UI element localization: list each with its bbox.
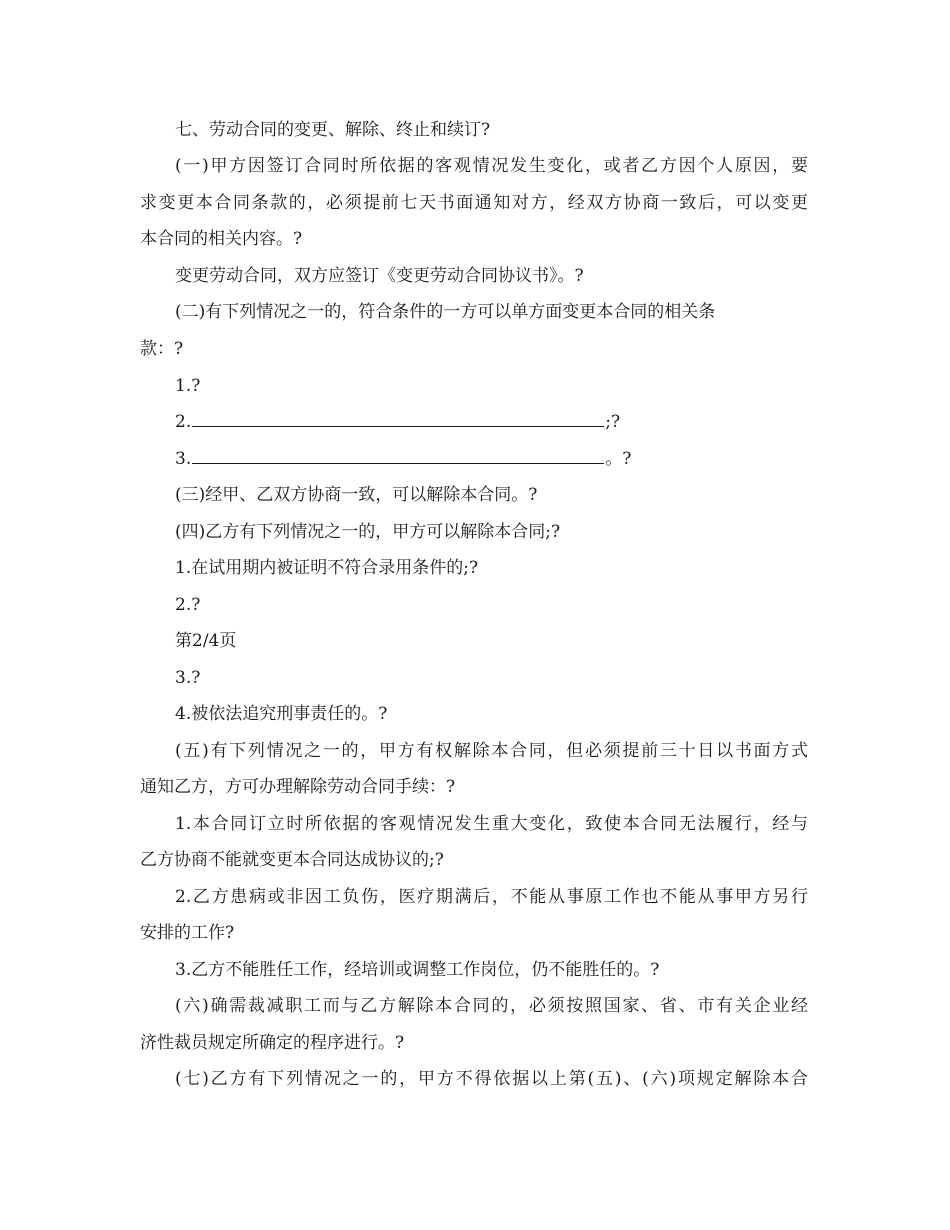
paragraph-line: 济性裁员规定所确定的程序进行。? bbox=[140, 1033, 405, 1053]
paragraph-line: (六)确需裁减职工而与乙方解除本合同的，必须按照国家、省、市有关企业经 bbox=[175, 996, 808, 1016]
page-number: 第2/4页 bbox=[175, 631, 237, 651]
list-item bbox=[175, 412, 620, 432]
list-item: 2.乙方患病或非因工负伤，医疗期满后，不能从事原工作也不能从事甲方另行 bbox=[175, 887, 808, 907]
list-number: 2. bbox=[175, 412, 192, 432]
list-suffix: 。? bbox=[605, 449, 632, 469]
paragraph-line: (一)甲方因签订合同时所依据的客观情况发生变化，或者乙方因个人原因，要 bbox=[175, 156, 808, 176]
list-item bbox=[175, 449, 631, 469]
paragraph-line: (四)乙方有下列情况之一的，甲方可以解除本合同;? bbox=[175, 522, 561, 542]
list-item: 4.被依法追究刑事责任的。? bbox=[175, 704, 388, 724]
list-item: 2.? bbox=[175, 595, 201, 615]
paragraph-line: 乙方协商不能就变更本合同达成协议的;? bbox=[140, 850, 444, 870]
paragraph-line: 通知乙方，方可办理解除劳动合同手续：? bbox=[140, 777, 456, 797]
paragraph-line: (二)有下列情况之一的，符合条件的一方可以单方面变更本合同的相关条 bbox=[175, 302, 716, 322]
list-number: 3. bbox=[175, 449, 192, 469]
fill-in-blank bbox=[192, 449, 604, 464]
list-item: 1.? bbox=[175, 376, 201, 396]
paragraph-line: 安排的工作? bbox=[140, 923, 235, 943]
list-item: 3.乙方不能胜任工作，经培训或调整工作岗位，仍不能胜任的。? bbox=[175, 960, 660, 980]
paragraph-line: (七)乙方有下列情况之一的，甲方不得依据以上第(五)、(六)项规定解除本合 bbox=[175, 1069, 808, 1089]
section-heading: 七、劳动合同的变更、解除、终止和续订? bbox=[175, 120, 491, 140]
paragraph-line: 本合同的相关内容。? bbox=[140, 229, 303, 249]
list-item: 1.本合同订立时所依据的客观情况发生重大变化，致使本合同无法履行，经与 bbox=[175, 814, 808, 834]
paragraph-line: 求变更本合同条款的，必须提前七天书面通知对方，经双方协商一致后，可以变更 bbox=[140, 193, 808, 213]
list-item: 3.? bbox=[175, 668, 201, 688]
list-item: 1.在试用期内被证明不符合录用条件的;? bbox=[175, 558, 479, 578]
fill-in-blank bbox=[192, 412, 604, 427]
paragraph-line: 变更劳动合同，双方应签订《变更劳动合同协议书》。? bbox=[175, 266, 584, 286]
paragraph-line: 款：? bbox=[140, 339, 184, 359]
paragraph-line: (三)经甲、乙双方协商一致，可以解除本合同。? bbox=[175, 485, 538, 505]
paragraph-line: (五)有下列情况之一的，甲方有权解除本合同，但必须提前三十日以书面方式 bbox=[175, 741, 808, 761]
list-suffix: ;? bbox=[605, 412, 621, 432]
